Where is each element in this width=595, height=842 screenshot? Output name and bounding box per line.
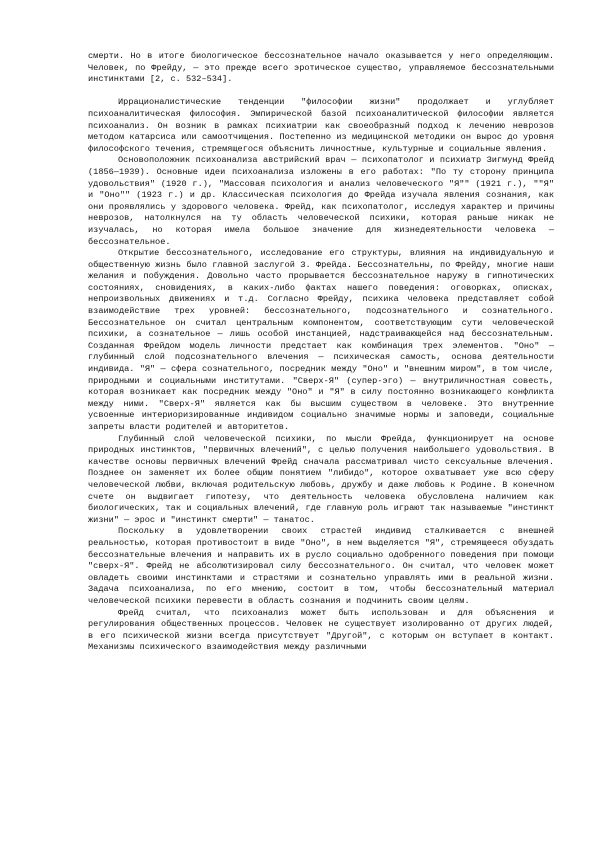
paragraph-6: Поскольку в удовлетворении своих страстей индивид сталкивается с внешней реальностью, которая противостоит в виде "Оно", в нем выделяется "Я", стремящееся обуздать бессознательные влечения и направить их в русло социально одобренного поведения при помощи "сверх-Я". Фрейд не абсолютизировал силу бессознательного. Он считал, что человек может овладеть своими инстинктами и страстями и сознательно управлять ими в реальной жизни. Задача психоанализа, по его мнению, состоит в том, чтобы бессознательный материал человеческой психики перевести в область сознания и подчинить своим целям. — [88, 526, 554, 606]
paragraph-7: Фрейд считал, что психоанализ может быть использован и для объяснения и регулирования общественных процессов. Человек не существует изолированно от других людей, в его психической жизни всегда присутствует "Другой", с которым он вступает в контакт. Механизмы психического взаимодействия между различными — [88, 607, 554, 653]
paragraph-5: Глубинный слой человеческой психики, по мысли Фрейда, функционирует на основе природных инстинктов, "первичных влечений", с целью получения наибольшего удовольствия. В качестве основы первичных влечений Фрейд сначала рассматривал чисто сексуальные влечения. Позднее он заменяет их более общим понятием "либидо", которое охватывает уже всю сферу человеческой любви, включая родительскую любовь, дружбу и даже любовь к Родине. В конечном счете он выдвигает гипотезу, что деятельность человека обусловлена наличием как биологических, так и социальных влечений, где главную роль играют так называемые "инстинкт жизни" — эрос и "инстинкт смерти" — танатос. — [88, 433, 554, 525]
paragraph-2: Иррационалистические тенденции "философии жизни" продолжает и углубляет психоаналитическая философия. Эмпирической базой психоаналитической философии является психоанализ. Он возник в рамках психиатрии как своеобразный подход к лечению неврозов методом катарсиса или самоотчищения. Постепенно из медицинской методики он вырос до уровня философского течения, стремящегося объяснить личностные, культурные и социальные явления. — [88, 97, 554, 154]
document-page — [88, 51, 554, 654]
paragraph-4: Открытие бессознательного, исследование его структуры, влияния на индивидуальную и общественную жизнь было главной заслугой З. Фрейда. Бессознательны, по Фрейду, многие наши желания и побуждения. Довольно часто прорывается бессознательное наружу в гипнотических состояниях, сновидениях, в каких-либо фактах нашего поведения: оговорках, описках, непроизвольных движениях и т.д. Согласно Фрейду, психика человека представляет собой взаимодействие трех уровней: бессознательного, подсознательного и сознательного. Бессознательное он считал центральным компонентом, соответствующим сути человеческой психики, а сознательное — лишь особой инстанцией, надстраивающейся над бессознательным. Созданная Фрейдом модель личности предстает как комбинация трех элементов. "Оно" — глубинный слой подсознательного влечения — психическая самость, основа деятельности индивида. "Я" — сфера сознательного, посредник между "Оно" и "внешним миром", в том числе, природными и социальными институтами. "Сверх-Я" (супер-эго) — внутриличностная совесть, которая возникает как посредник между "Оно" и "Я" в силу постоянно возникающего конфликта между ними. "Сверх-Я" является как бы высшим существом в человеке. Это внутренние усвоенные интериоризированные индивидом социально значимые нормы и заповеди, социальные запреты власти родителей и авторитетов. — [88, 248, 554, 432]
paragraph-1: смерти. Но в итоге биологическое бессознательное начало оказывается у него определяющим. Человек, по Фрейду, — это прежде всего эротическое существо, управляемое бессознательными инстинктами [2, с. 532–534]. — [88, 51, 554, 85]
paragraph-3: Основоположник психоанализа австрийский врач — психопатолог и психиатр Зигмунд Фрейд (1856—1939). Основные идеи психоанализа изложены в его работах: "По ту сторону принципа удовольствия" (1920 г.), "Массовая психология и анализ человеческого "Я"" (1921 г.), ""Я" и "Оно"" (1923 г.) и др. Классическая психология до Фрейда изучала явления сознания, как они проявлялись у здорового человека. Фрейд, как психопатолог, исследуя характер и причины неврозов, натолкнулся на ту область человеческой психики, которая раньше никак не изучалась, но которая имела большое значение для жизнедеятельности человека — бессознательное. — [88, 155, 554, 247]
